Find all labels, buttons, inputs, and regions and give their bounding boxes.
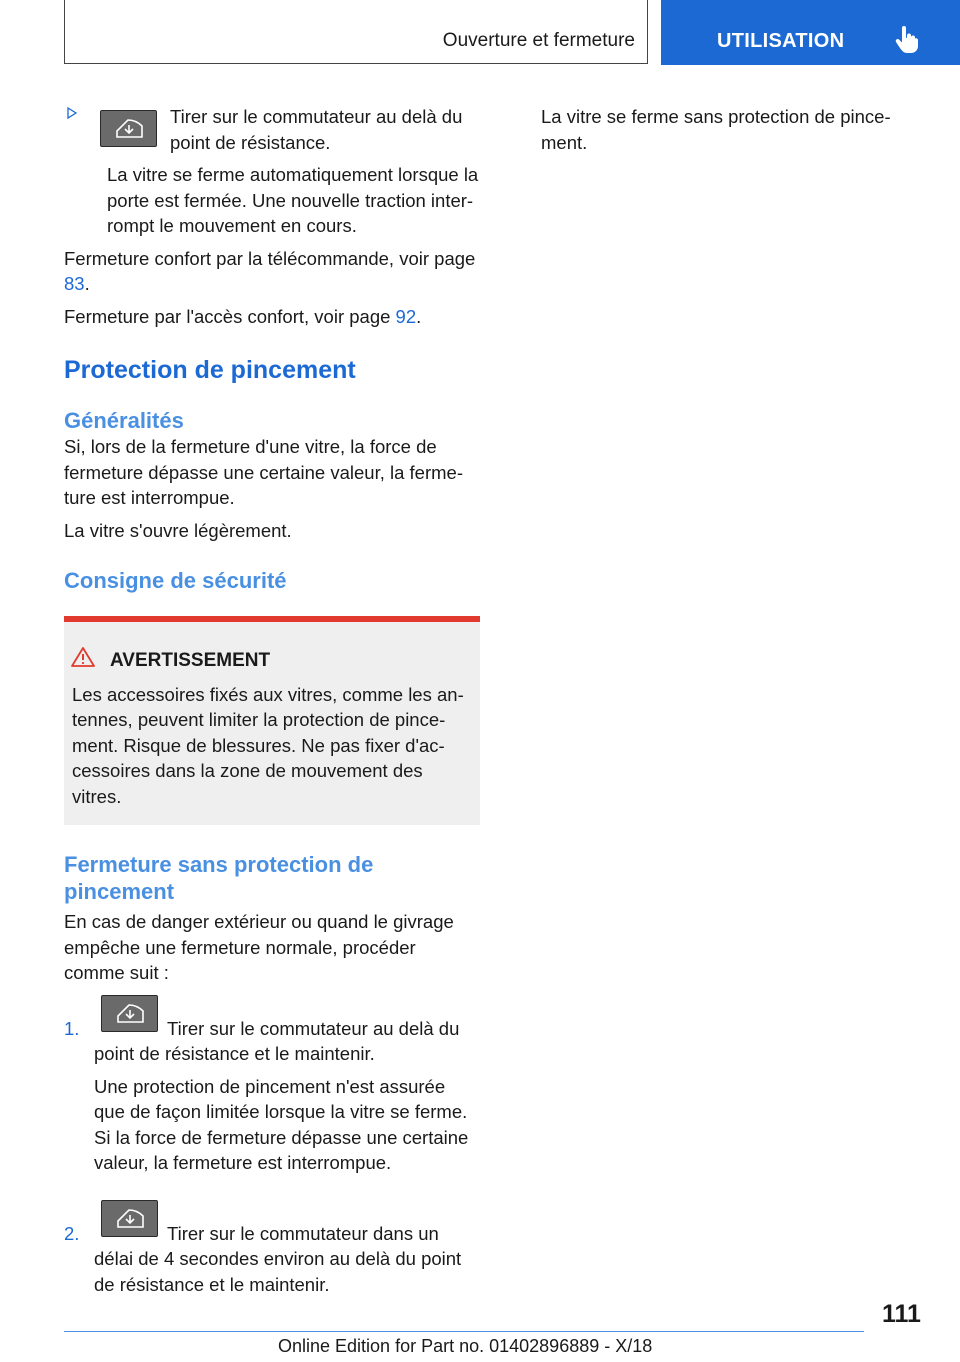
paragraph [64,246,480,297]
right-column [541,104,911,155]
header-chapter-tab[interactable] [661,0,960,65]
window-switch-icon [101,1200,158,1237]
page-number: 111 [882,1300,921,1328]
page-link[interactable]: 83 [64,273,85,294]
paragraph: Si, lors de la fermeture d'une vitre, la force de fermeture dépasse une certaine valeur, la ferme-ture est interrompue. [64,436,463,508]
list-item [64,1016,480,1176]
list-number: 1. [64,1017,80,1039]
subsection-heading: Fermeture sans protection de pincement [64,852,374,904]
text: . [416,305,422,327]
paragraph: La vitre se ferme sans protection de pince-ment. [541,106,891,153]
step-item [64,104,480,155]
window-switch-icon [100,110,157,147]
list-number: 2. [64,1222,80,1244]
step-text: Tirer sur le commutateur au delà du point de résistance. [170,106,463,153]
list-text: Tirer sur le commutateur dans un délai de 4 secondes environ au delà du point de résistance et le maintenir. [94,1222,462,1295]
warning-triangle-icon [70,646,96,668]
warning-text: Les accessoires fixés aux vitres, comme les an-tennes, peuvent limiter la protection de pince-ment. Risque de blessures. Ne pas fixer d'ac-cessoires dans la zone de mouvement des vitres. [72,683,464,807]
warning-box [64,616,480,825]
header-section-box [64,0,648,64]
triangle-bullet-icon [67,107,77,119]
footer-divider [64,1331,864,1332]
page-link[interactable]: 92 [395,305,417,327]
paragraph [64,304,480,330]
list-extra: Une protection de pincement n'est assurée que de façon limitée lorsque la vitre se ferme. Si la force de fermeture dépasse une certaine valeur, la fermeture est interrompue. [94,1075,469,1173]
text: . [84,273,90,294]
warning-title [110,648,472,674]
list-item [64,1221,480,1298]
text: Fermeture par l'accès confort, voir page [64,305,396,327]
header-section-title: Ouverture et fermeture [442,30,635,51]
text: Fermeture confort par la télécommande, voir page [64,247,476,269]
paragraph: En cas de danger extérieur ou quand le givrage empêche une fermeture normale, procéder comme suit : [64,911,454,983]
header-chapter-title: UTILISATION [717,30,845,52]
window-switch-icon [101,995,158,1032]
subsection-heading: Consigne de sécurité [64,568,287,593]
footer-edition: Online Edition for Part no. 01402896889 - X/18 [278,1336,653,1356]
hand-pointer-icon [895,26,919,54]
left-column [64,104,480,1297]
list-text: Tirer sur le commutateur au delà du point de résistance et le maintenir. [94,1017,460,1064]
paragraph: La vitre se ferme automatiquement lorsque la porte est fermée. Une nouvelle traction inter-rompt le mouvement en cours. [107,164,479,236]
warning-label: AVERTISSEMENT [110,650,271,671]
subsection-heading: Généralités [64,408,184,433]
paragraph: La vitre s'ouvre légèrement. [64,519,292,541]
section-heading: Protection de pincement [64,356,356,384]
